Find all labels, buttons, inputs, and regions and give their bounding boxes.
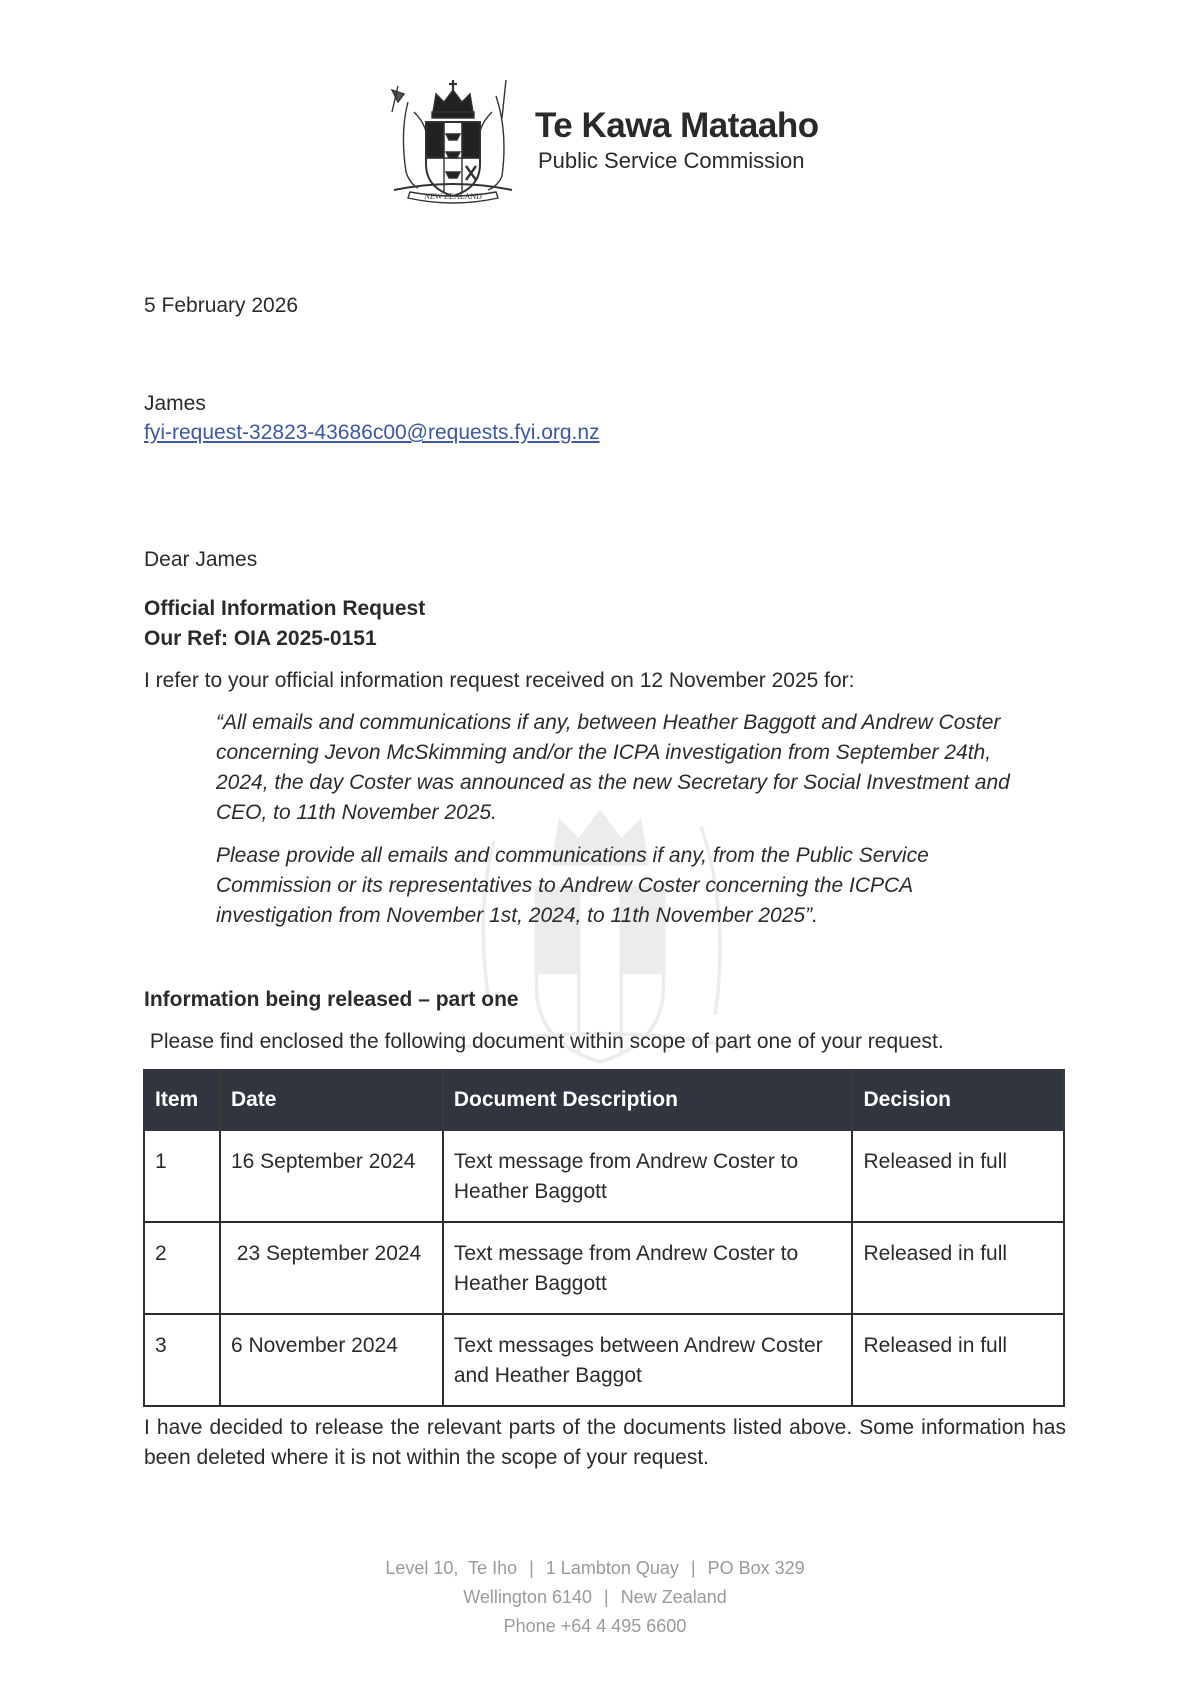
quote-line: CEO, to 11th November 2025. bbox=[216, 801, 497, 824]
table-row bbox=[144, 1130, 1064, 1222]
table-row bbox=[144, 1222, 1064, 1314]
table-row bbox=[144, 1314, 1064, 1406]
quote-line: Commission or its representatives to Andrew Coster concerning the ICPCA bbox=[216, 874, 914, 897]
intro-paragraph: I refer to your official information request received on 12 November 2025 for: bbox=[144, 669, 855, 692]
footer-address-part: New Zealand bbox=[620, 1587, 727, 1607]
footer-address-part: PO Box 329 bbox=[707, 1558, 805, 1578]
footer-phone: Phone +64 4 495 6600 bbox=[503, 1616, 687, 1636]
cell-date: 16 September 2024 bbox=[220, 1130, 443, 1222]
cell-item: 1 bbox=[144, 1130, 220, 1222]
recipient-name: James bbox=[144, 392, 206, 415]
cell-description: Text messages between Andrew Coster and Heather Baggot bbox=[443, 1314, 853, 1406]
table-header-row bbox=[144, 1070, 1064, 1130]
cell-decision: Released in full bbox=[852, 1222, 1064, 1314]
footer-address-part: Wellington 6140 bbox=[463, 1587, 592, 1607]
svg-text:NEW ZEALAND: NEW ZEALAND bbox=[424, 192, 482, 201]
column-header-item: Item bbox=[144, 1070, 220, 1130]
salutation: Dear James bbox=[144, 548, 258, 571]
column-header-decision: Decision bbox=[852, 1070, 1064, 1130]
quote-line: 2024, the day Coster was announced as the new Secretary for Social Investment and bbox=[216, 771, 1010, 794]
section-intro: Please find enclosed the following document within scope of part one of your request. bbox=[144, 1030, 944, 1053]
quote-line: concerning Jevon McSkimming and/or the ICPA investigation from September 24th, bbox=[216, 741, 992, 764]
column-header-date: Date bbox=[220, 1070, 443, 1130]
quote-line: “All emails and communications if any, between Heather Baggott and Andrew Coster bbox=[216, 711, 1001, 734]
footer-address-line-1: Level 10, Te Iho | 1 Lambton Quay | PO Box 329 bbox=[385, 1558, 805, 1578]
letter-date: 5 February 2026 bbox=[144, 294, 299, 317]
cell-item: 3 bbox=[144, 1314, 220, 1406]
cell-description: Text message from Andrew Coster to Heather Baggott bbox=[443, 1222, 853, 1314]
cell-item: 2 bbox=[144, 1222, 220, 1314]
cell-decision: Released in full bbox=[852, 1314, 1064, 1406]
footer-address-part: 1 Lambton Quay bbox=[545, 1558, 679, 1578]
footer-address-part: Level 10, Te Iho bbox=[385, 1558, 518, 1578]
reference-number: Our Ref: OIA 2025-0151 bbox=[144, 627, 377, 650]
recipient-email-link[interactable]: fyi-request-32823-43686c00@requests.fyi.org.nz bbox=[144, 421, 600, 444]
coat-of-arms-icon bbox=[378, 72, 528, 208]
quote-line: investigation from November 1st, 2024, to 11th November 2025”. bbox=[216, 904, 818, 927]
org-logo bbox=[378, 72, 528, 208]
section-heading: Information being released – part one bbox=[144, 988, 519, 1011]
cell-date: 23 September 2024 bbox=[220, 1222, 443, 1314]
subject-line: Official Information Request bbox=[144, 597, 426, 620]
closing-paragraph: I have decided to release the relevant parts of the documents listed above. Some information has been deleted where it is not within the scope of your request. bbox=[144, 1416, 1066, 1469]
cell-date: 6 November 2024 bbox=[220, 1314, 443, 1406]
cell-description: Text message from Andrew Coster to Heather Baggott bbox=[443, 1130, 853, 1222]
footer-address-line-2: Wellington 6140 | New Zealand bbox=[463, 1587, 727, 1607]
org-name: Te Kawa Mataaho bbox=[535, 106, 819, 145]
quote-line: Please provide all emails and communications if any, from the Public Service bbox=[216, 844, 929, 867]
documents-table bbox=[143, 1069, 1065, 1407]
org-subtitle: Public Service Commission bbox=[538, 148, 805, 173]
column-header-description: Document Description bbox=[443, 1070, 853, 1130]
cell-decision: Released in full bbox=[852, 1130, 1064, 1222]
